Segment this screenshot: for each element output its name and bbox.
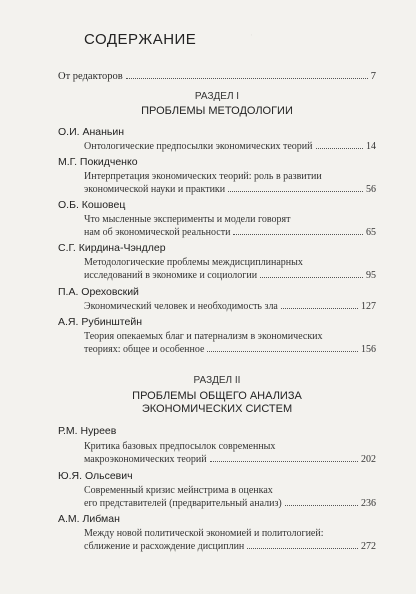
toc-entry-title: исследований в экономике и социологии xyxy=(84,270,258,281)
toc-entry[interactable] xyxy=(84,300,376,313)
section-1-label: РАЗДЕЛ I xyxy=(194,91,240,102)
toc-entry-title: Критика базовых предпосылок современных xyxy=(84,441,276,452)
toc-entry-page: 156 xyxy=(361,344,376,355)
dot-leader xyxy=(285,505,358,506)
toc-entry-page: 95 xyxy=(366,270,376,281)
toc-entry[interactable] xyxy=(84,140,376,153)
toc-entry[interactable] xyxy=(84,170,376,196)
toc-author: А.Я. Рубинштейн xyxy=(58,316,143,328)
toc-entry-title: Что мысленные эксперименты и модели говорят xyxy=(84,214,291,225)
toc-entry-title: сближение и расхождение дисциплин xyxy=(84,541,245,552)
toc-entry-title: Методологические проблемы междисциплинарных xyxy=(84,257,303,268)
toc-entry[interactable] xyxy=(84,213,376,239)
dot-leader xyxy=(233,234,363,235)
toc-author: Ю.Я. Ольсевич xyxy=(58,470,133,482)
toc-editors-page: 7 xyxy=(370,71,376,82)
toc-entry[interactable] xyxy=(84,527,376,553)
dot-leader xyxy=(228,191,363,192)
section-2-title xyxy=(58,390,376,416)
toc-entry-title: Интерпретация экономических теорий: роль в развитии xyxy=(84,171,322,182)
toc-author: О.Б. Кошовец xyxy=(58,199,126,211)
toc-entry-page: 272 xyxy=(361,541,376,552)
bleed-through: · xyxy=(250,30,253,40)
dot-leader xyxy=(247,548,358,549)
toc-entry-page: 202 xyxy=(361,454,376,465)
toc-entry-page: 127 xyxy=(361,301,376,312)
toc-entry-title: нам об экономической реальности xyxy=(84,227,231,238)
toc-entry-title: Онтологические предпосылки экономических теорий xyxy=(84,141,313,152)
section-2-title-line: ПРОБЛЕМЫ ОБЩЕГО АНАЛИЗА xyxy=(132,390,302,402)
toc-entry-title: теориях: общее и особенное xyxy=(84,344,205,355)
toc-entry-page: 14 xyxy=(366,141,376,152)
toc-entry-title: Современный кризис мейнстрима в оценках xyxy=(84,485,273,496)
toc-entry-title: экономической науки и практики xyxy=(84,184,226,195)
toc-author: М.Г. Покидченко xyxy=(58,156,138,168)
section-2-label: РАЗДЕЛ II xyxy=(193,375,241,386)
toc-editors[interactable] xyxy=(58,70,376,83)
toc-entry-title: Между новой политической экономией и политологией: xyxy=(84,528,324,539)
toc-entry[interactable] xyxy=(84,484,376,510)
toc-author: П.А. Ореховский xyxy=(58,286,139,298)
dot-leader xyxy=(316,148,364,149)
toc-author: А.М. Либман xyxy=(58,513,120,525)
toc-entry-page: 56 xyxy=(366,184,376,195)
toc-entry[interactable] xyxy=(84,440,376,466)
toc-author: Р.М. Нуреев xyxy=(58,425,117,437)
toc-entry[interactable] xyxy=(84,330,376,356)
toc-entry-page: 65 xyxy=(366,227,376,238)
toc-editors-label: От редакторов xyxy=(58,71,123,82)
page-title: СОДЕРЖАНИЕ xyxy=(84,31,197,48)
toc-entry-title: его представителей (предварительный анализ) xyxy=(84,498,282,509)
toc-entry-title: Экономический человек и необходимость зла xyxy=(84,301,278,312)
toc-entry-page: 236 xyxy=(361,498,376,509)
section-2-title-line: ЭКОНОМИЧЕСКИХ СИСТЕМ xyxy=(141,403,293,415)
dot-leader xyxy=(210,461,358,462)
dot-leader xyxy=(281,308,358,309)
toc-entry-title: макроэкономических теорий xyxy=(84,454,207,465)
dot-leader xyxy=(126,78,368,79)
toc-author: С.Г. Кирдина-Чэндлер xyxy=(58,242,166,254)
dot-leader xyxy=(260,277,363,278)
toc-author: О.И. Ананьин xyxy=(58,126,125,138)
dot-leader xyxy=(207,351,358,352)
section-1-title: ПРОБЛЕМЫ МЕТОДОЛОГИИ xyxy=(141,105,293,117)
toc-entry[interactable] xyxy=(84,256,376,282)
toc-entry-title: Теория опекаемых благ и патернализм в экономических xyxy=(84,331,323,342)
